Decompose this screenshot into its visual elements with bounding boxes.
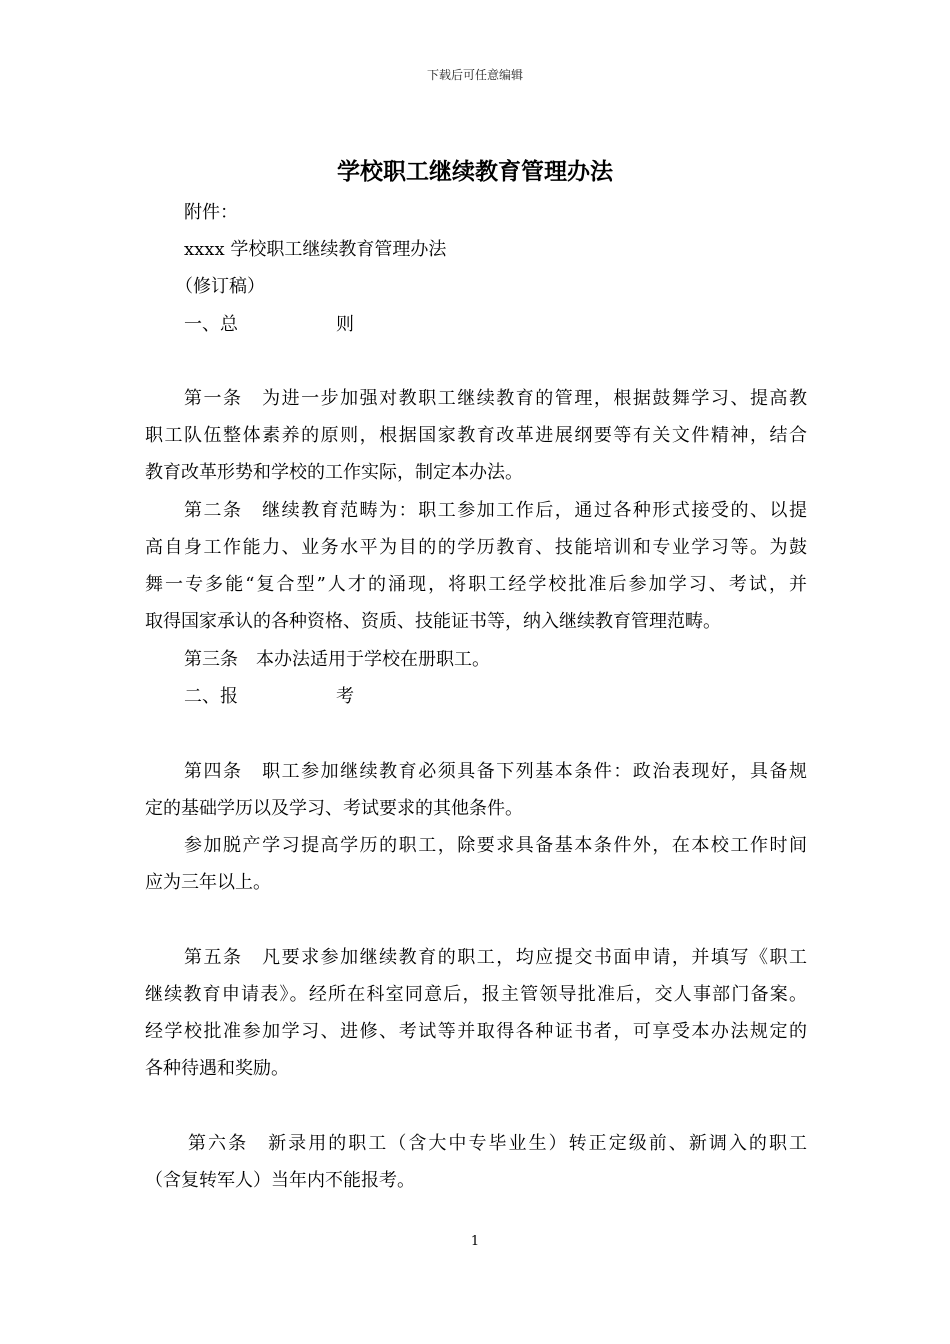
article-2-line-1: 第二条 继续教育范畴为：职工参加工作后，通过各种形式接受的、以提 — [184, 500, 807, 521]
article-5-line-3: 经学校批准参加学习、进修、考试等并取得各种证书者，可享受本办法规定的 — [145, 1021, 807, 1042]
article-4-line-2: 定的基础学历以及学习、考试要求的其他条件。 — [145, 798, 523, 819]
article-5-line-1: 第五条 凡要求参加继续教育的职工，均应提交书面申请，并填写《职工 — [184, 947, 807, 968]
page-header: 下载后可任意编辑 — [426, 68, 523, 82]
revision-note: （修订稿） — [175, 276, 265, 297]
article-4-para-2-line-1: 参加脱产学习提高学历的职工，除要求具备基本条件外，在本校工作时间 — [184, 835, 807, 856]
article-1-line-3: 教育改革形势和学校的工作实际，制定本办法。 — [145, 462, 523, 483]
section-1-heading-left: 一、总 — [184, 314, 238, 335]
article-1-line-1: 第一条 为进一步加强对教职工继续教育的管理，根据鼓舞学习、提高教 — [184, 388, 807, 409]
page-number: 1 — [470, 1234, 480, 1249]
section-2-heading-right: 考 — [336, 686, 354, 707]
article-2-line-3: 舞一专多能“复合型”人才的涌现，将职工经学校批准后参加学习、考试，并 — [145, 574, 807, 595]
article-5-line-4: 各种待遇和奖励。 — [145, 1058, 289, 1079]
section-1-heading-right: 则 — [336, 314, 354, 335]
subtitle: xxxx 学校职工继续教育管理办法 — [184, 239, 447, 260]
article-4-line-1: 第四条 职工参加继续教育必须具备下列基本条件：政治表现好，具备规 — [184, 761, 807, 782]
attachment-label: 附件： — [184, 202, 238, 223]
section-2-heading-left: 二、报 — [184, 686, 238, 707]
article-5-line-2: 继续教育申请表》。经所在科室同意后，报主管领导批准后，交人事部门备案。 — [145, 984, 807, 1005]
article-4-para-2-line-2: 应为三年以上。 — [145, 872, 271, 893]
article-2-line-4: 取得国家承认的各种资格、资质、技能证书等，纳入继续教育管理范畴。 — [145, 611, 721, 632]
article-6-line-2: （含复转军人）当年内不能报考。 — [145, 1170, 415, 1191]
article-2-line-2: 高自身工作能力、业务水平为目的的学历教育、技能培训和专业学习等。为鼓 — [145, 537, 807, 558]
article-1-line-2: 职工队伍整体素养的原则，根据国家教育改革进展纲要等有关文件精神，结合 — [145, 425, 807, 446]
article-6-line-1: 第六条 新录用的职工（含大中专毕业生）转正定级前、新调入的职工 — [188, 1133, 807, 1154]
article-3: 第三条 本办法适用于学校在册职工。 — [184, 649, 490, 670]
document-title: 学校职工继续教育管理办法 — [337, 158, 613, 185]
